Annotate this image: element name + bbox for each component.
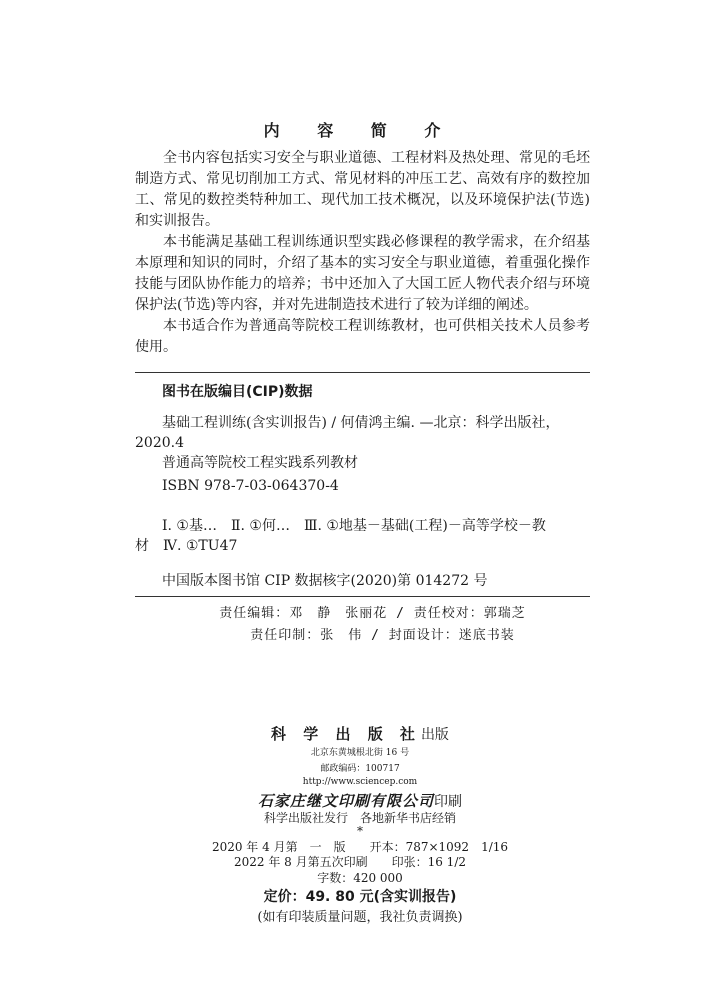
publisher-suffix: 出版 xyxy=(420,727,449,743)
word-count: 字数：420 000 xyxy=(317,871,403,885)
separator-star: * xyxy=(357,824,363,838)
cip-record xyxy=(135,413,590,591)
distribution-line: 科学出版社发行 各地新华书店经销 xyxy=(263,811,456,825)
cip-record-number: 中国版本图书馆 CIP 数据核字(2020)第 014272 号 xyxy=(162,573,488,589)
publisher-url: http://www.sciencep.com xyxy=(302,777,418,787)
cip-book-line: 基础工程训练(含实训报告) / 何倩鸿主编. —北京：科学出版社， xyxy=(162,415,560,431)
printer-suffix: 印刷 xyxy=(434,794,462,810)
summary-title: 内 容 简 介 xyxy=(263,121,457,140)
price-line: 定价：49. 80 元(含实训报告) xyxy=(263,889,457,905)
quality-notice: (如有印装质量问题，我社负责调换) xyxy=(257,910,463,925)
staff-editors: 责任编辑：邓 静 张丽花 / 责任校对：郭瑞芝 xyxy=(219,606,526,621)
cip-year: 2020.4 xyxy=(135,435,184,451)
cip-heading: 图书在版编目(CIP)数据 xyxy=(162,384,313,400)
cip-series: 普通高等院校工程实践系列教材 xyxy=(162,455,358,471)
summary-paragraph-3: 本书适合作为普通高等院校工程训练教材，也可供相关技术人员参考使用。 xyxy=(135,318,590,355)
publisher-name: 科 学 出 版 社 xyxy=(271,725,421,743)
printer-line xyxy=(0,790,720,811)
summary-paragraph-1: 全书内容包括实习安全与职业道德、工程材料及热处理、常见的毛坯制造方式、常见切削加工方式、常见材料的冲压工艺、高效有序的数控加工、常见的数控类特种加工、现代加工技术概况，以及环境保护法(节选)和实训报告。 xyxy=(135,150,590,229)
summary-text xyxy=(135,148,590,358)
cip-bottom-rule xyxy=(135,596,590,597)
publisher-postcode: 邮政编码：100717 xyxy=(320,764,400,774)
publisher-address: 北京东黄城根北街 16 号 xyxy=(310,748,410,758)
summary-paragraph-2: 本书能满足基础工程训练通识型实践必修课程的教学需求，在介绍基本原理和知识的同时，介绍了基本的实习安全与职业道德，着重强化操作技能与团队协作能力的培养；书中还加入了大国工匠人物代表介绍与环境保护法(节选)等内容，并对先进制造技术进行了较为详细的阐述。 xyxy=(135,234,590,313)
printer-name: 石家庄继文印刷有限公司 xyxy=(257,792,434,810)
publisher-line xyxy=(0,723,720,744)
cip-top-rule xyxy=(135,372,590,373)
cip-subject-line-1: Ⅰ. ①基… Ⅱ. ①何… Ⅲ. ①地基－基础(工程)－高等学校－教 xyxy=(162,518,546,534)
staff-printing: 责任印制：张 伟 / 封面设计：迷底书装 xyxy=(250,628,515,643)
cip-isbn: ISBN 978-7-03-064370-4 xyxy=(162,478,339,494)
printing-line: 2022 年 8 月第五次印刷 印张：16 1/2 xyxy=(233,855,466,869)
edition-line: 2020 年 4 月第 一 版 开本：787×1092 1/16 xyxy=(211,840,509,854)
cip-subject-line-2: 材 Ⅳ. ①TU47 xyxy=(135,538,238,554)
